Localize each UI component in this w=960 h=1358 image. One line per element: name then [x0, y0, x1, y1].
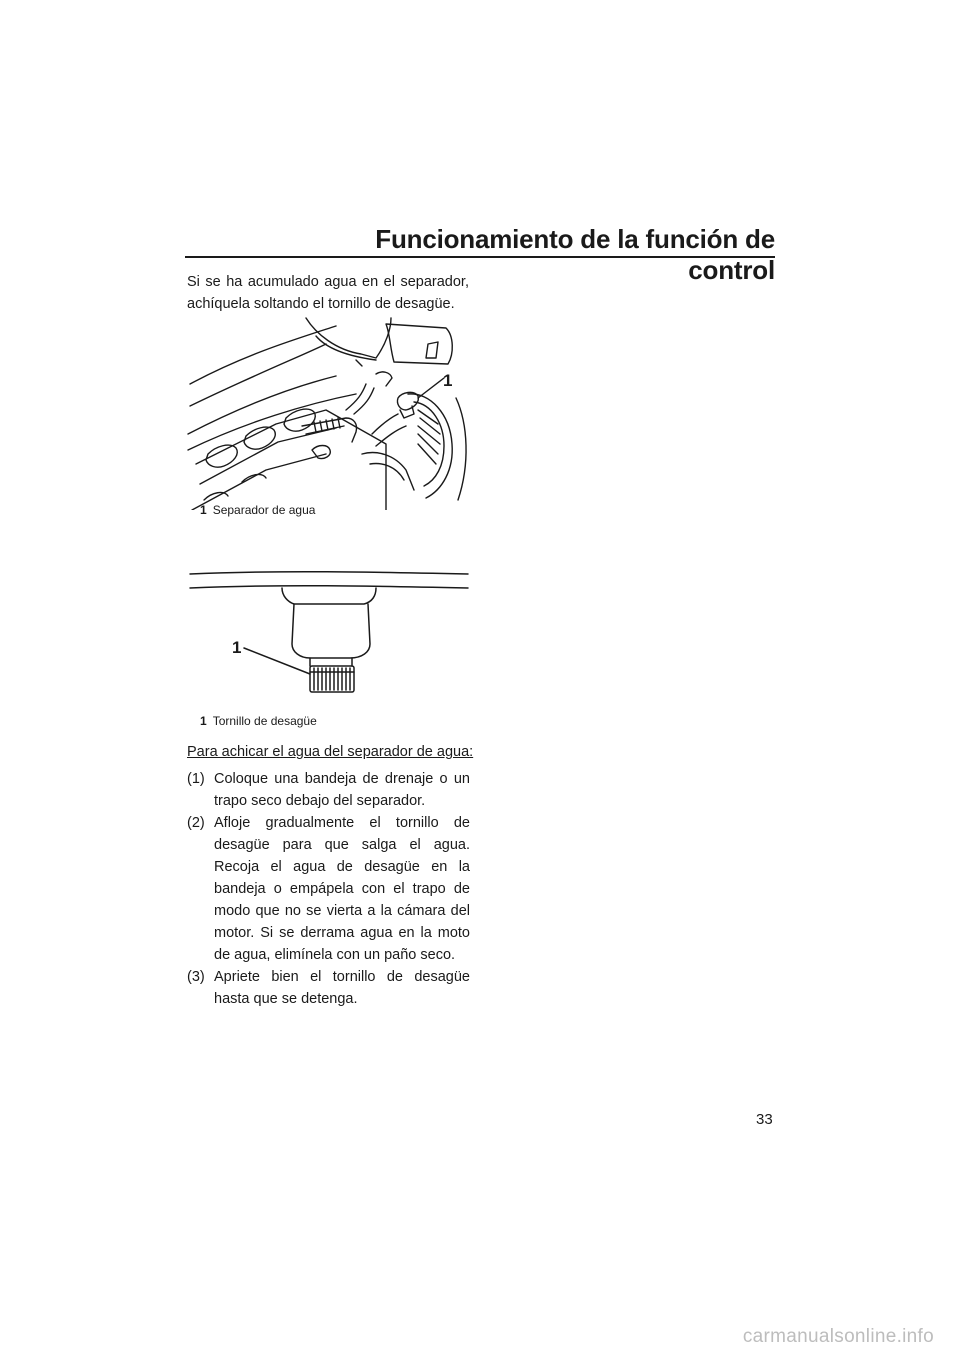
step-text: Coloque una bandeja de drenaje o un trapo seco debajo del separador.	[214, 771, 470, 809]
page-number: 33	[756, 1111, 773, 1128]
procedure-steps	[187, 768, 470, 1010]
procedure-step	[187, 768, 470, 812]
procedure-step	[187, 966, 470, 1010]
caption-number: 1	[200, 714, 207, 728]
step-number: (2)	[187, 815, 205, 831]
watermark: carmanualsonline.info	[742, 1326, 934, 1347]
figure-1-caption	[200, 503, 315, 517]
figure-1-callout: 1	[443, 371, 453, 390]
drain-screw-illustration	[186, 560, 470, 698]
step-text: Afloje gradualmente el tornillo de desagüe para que salga el agua. Recoja el agua de desagüe en la bandeja o empápela con el trapo de modo que no se vierta a la cámara del motor. Si se derrama agua en la moto de agua, elimínela con un paño seco.	[214, 815, 470, 963]
step-number: (3)	[187, 969, 205, 985]
caption-text: Separador de agua	[212, 503, 316, 517]
page-title: Funcionamiento de la función de control	[375, 224, 775, 285]
figure-2-callout: 1	[232, 638, 242, 657]
step-text: Apriete bien el tornillo de desagüe hasta que se detenga.	[214, 969, 470, 1007]
caption-number: 1	[200, 503, 207, 517]
procedure-heading: Para achicar el agua del separador de agua:	[187, 744, 474, 760]
figure-2-caption	[200, 714, 317, 728]
caption-text: Tornillo de desagüe	[212, 714, 317, 728]
step-number: (1)	[187, 771, 205, 787]
intro-paragraph: Si se ha acumulado agua en el separador, achíquela soltando el tornillo de desagüe.	[187, 274, 469, 312]
procedure-step	[187, 812, 470, 966]
water-separator-illustration	[186, 314, 470, 510]
title-rule	[185, 256, 775, 258]
